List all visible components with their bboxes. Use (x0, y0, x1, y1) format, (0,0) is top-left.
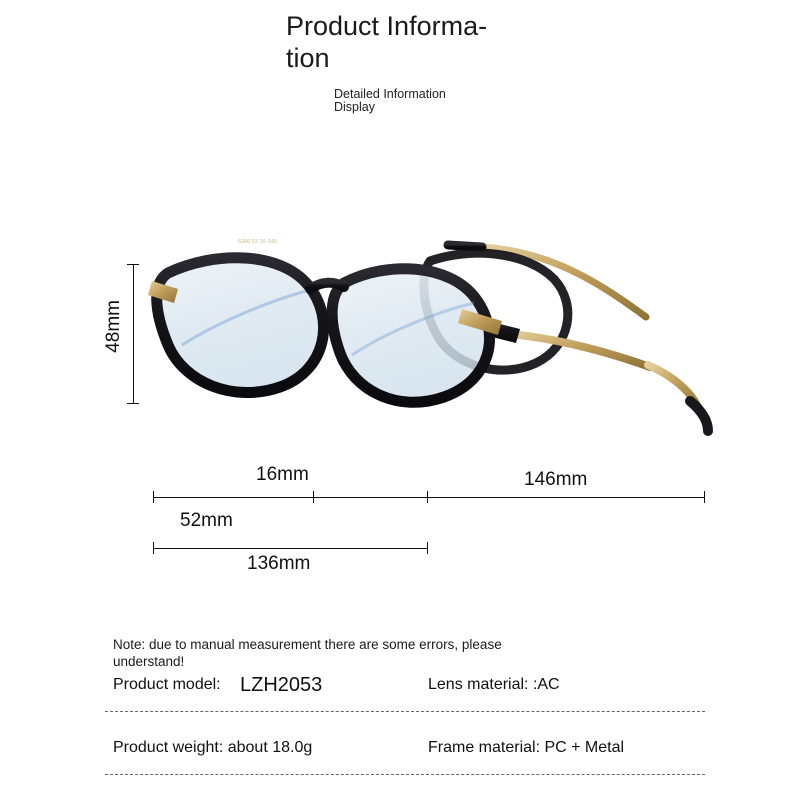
product-model-value: LZH2053 (240, 674, 323, 696)
measurement-note: Note: due to manual measurement there are some errors, please understand! (113, 637, 502, 669)
dim-label-temple: 146mm (524, 469, 588, 490)
dim-label-bridge: 16mm (256, 464, 309, 485)
dim-tick-main-left (153, 491, 154, 503)
product-model-label: Product model: (113, 676, 221, 693)
dim-tick-main-right (704, 491, 705, 503)
frame-engraving: 5206 52-16-146 (238, 239, 277, 245)
page-subtitle: Detailed Information Display (334, 87, 446, 114)
dim-label-lens-height: 48mm (103, 300, 124, 353)
product-weight-label: Product weight: about 18.0g (113, 739, 313, 756)
dim-label-frame-width: 136mm (247, 553, 311, 574)
eyeglasses-image (130, 225, 730, 445)
dim-label-lens-width: 52mm (180, 510, 233, 531)
dim-line-main (153, 497, 705, 498)
divider-1 (105, 711, 705, 712)
dim-tick-lens-height-top (127, 264, 139, 265)
dim-tick-frame-left (153, 542, 154, 554)
dim-tick-lens-height-bottom (127, 403, 139, 404)
dim-tick-bridge-left (313, 491, 314, 503)
dim-tick-bridge-right (427, 491, 428, 503)
dim-tick-frame-right (427, 542, 428, 554)
frame-material-label: Frame material: PC + Metal (428, 739, 625, 756)
page-header (286, 10, 586, 114)
lens-material-label: Lens material: :AC (428, 676, 560, 693)
dim-line-lens-height (133, 264, 134, 404)
dim-line-frame-width (153, 548, 428, 549)
divider-2 (105, 774, 705, 775)
page-title: Product Informa-tion (286, 11, 488, 73)
